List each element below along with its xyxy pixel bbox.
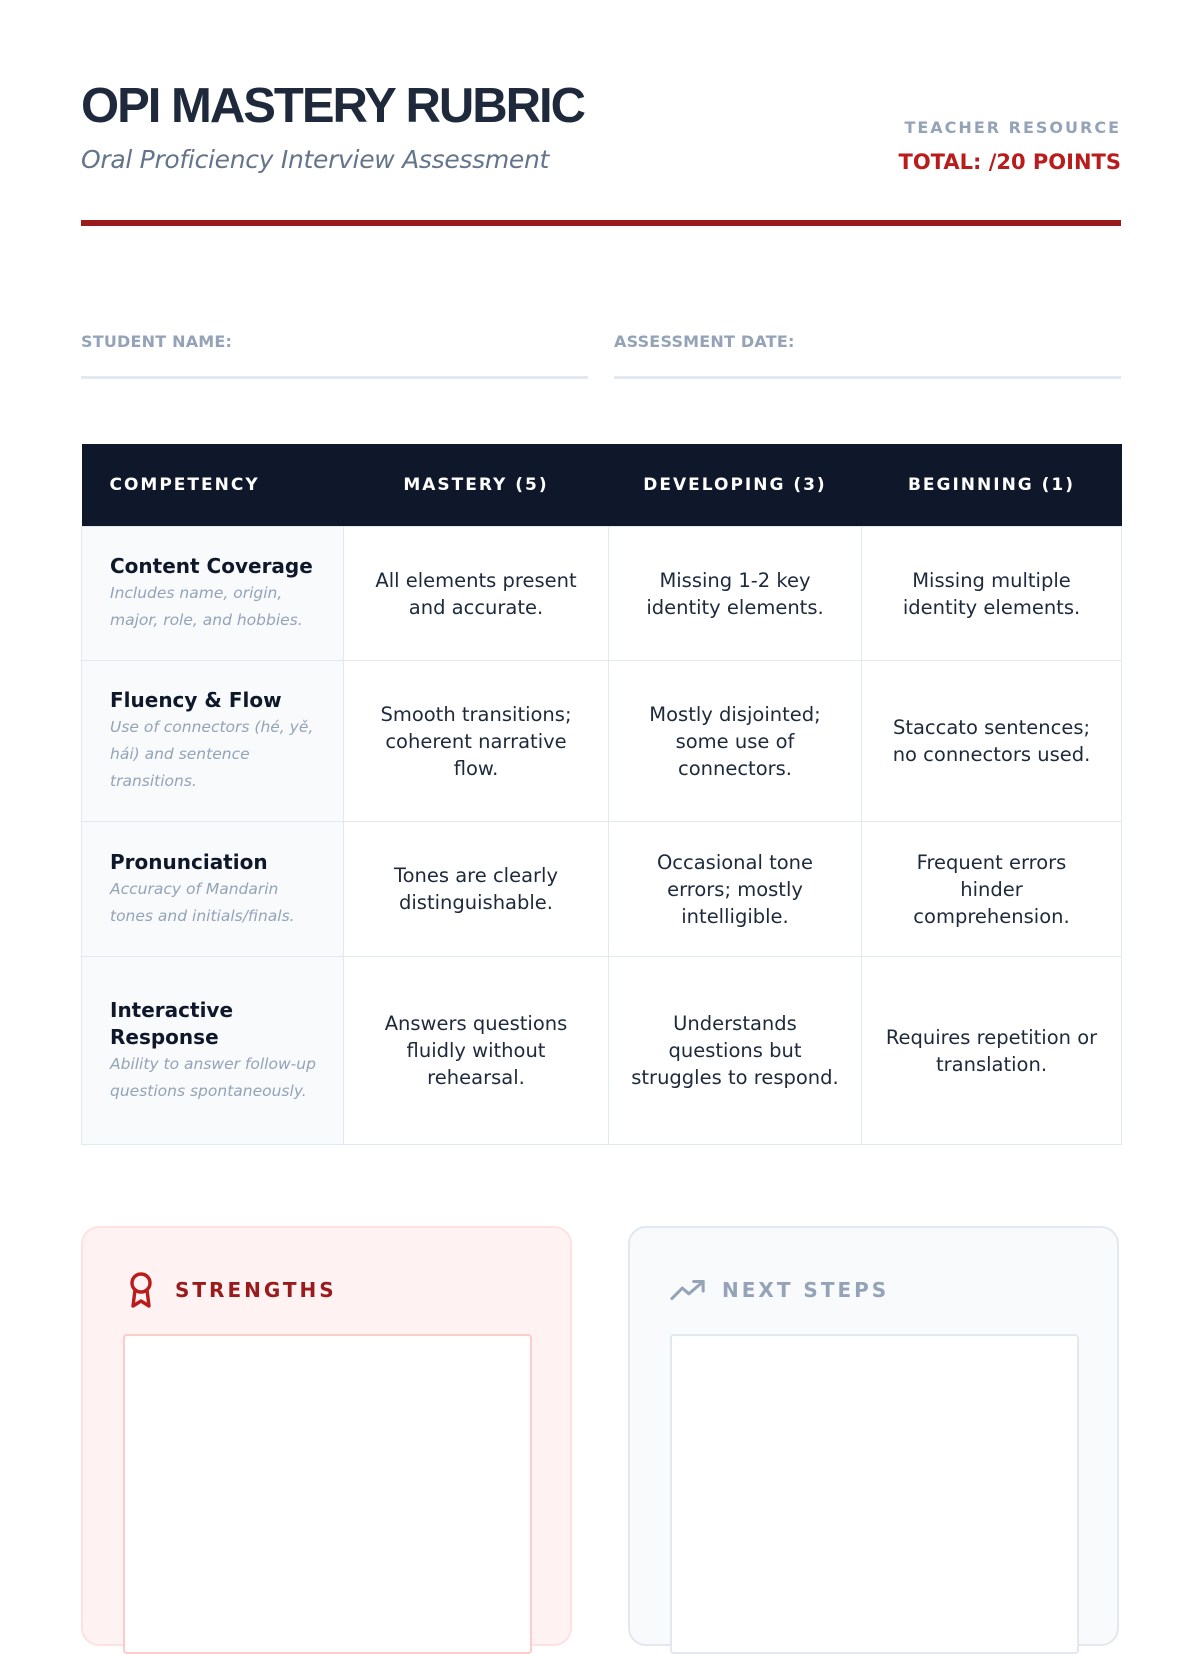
assessment-date-field[interactable] — [614, 332, 1121, 379]
developing-cell: Missing 1-2 key identity elements. — [609, 527, 862, 661]
strengths-card — [81, 1226, 572, 1646]
competency-cell — [82, 661, 344, 822]
strengths-title: STRENGTHS — [175, 1278, 337, 1302]
student-name-input[interactable] — [81, 352, 588, 374]
student-name-field[interactable] — [81, 332, 588, 379]
header-competency: COMPETENCY — [82, 444, 344, 527]
mastery-cell: Answers questions fluidly without rehearsal. — [344, 957, 609, 1145]
competency-cell — [82, 527, 344, 661]
competency-name: Fluency & Flow — [110, 688, 282, 712]
header-divider — [81, 220, 1121, 226]
table-row — [82, 957, 1122, 1145]
beginning-cell: Missing multiple identity elements. — [862, 527, 1122, 661]
competency-description: Includes name, origin, major, role, and hobbies. — [110, 584, 303, 629]
developing-cell: Occasional tone errors; mostly intelligible. — [609, 822, 862, 957]
rubric-table — [81, 444, 1122, 1145]
competency-cell — [82, 822, 344, 957]
assessment-date-input[interactable] — [614, 352, 1121, 374]
mastery-cell: Tones are clearly distinguishable. — [344, 822, 609, 957]
next-steps-notes-area[interactable] — [670, 1334, 1079, 1654]
next-steps-card — [628, 1226, 1119, 1646]
resource-label: TEACHER RESOURCE — [904, 118, 1121, 137]
developing-cell: Understands questions but struggles to respond. — [609, 957, 862, 1145]
table-row — [82, 822, 1122, 957]
student-name-label: STUDENT NAME: — [81, 332, 233, 351]
trending-up-icon — [670, 1272, 706, 1308]
total-points: TOTAL: /20 POINTS — [898, 150, 1121, 174]
next-steps-title: NEXT STEPS — [722, 1278, 890, 1302]
page-header — [81, 0, 1121, 228]
table-header-row — [82, 444, 1122, 527]
page-subtitle: Oral Proficiency Interview Assessment — [81, 145, 550, 174]
table-row — [82, 527, 1122, 661]
page-title: OPI MASTERY RUBRIC — [81, 79, 585, 133]
student-info-fields — [81, 332, 1121, 378]
mastery-cell: Smooth transitions; coherent narrative flow. — [344, 661, 609, 822]
assessment-date-label: ASSESSMENT DATE: — [614, 332, 795, 351]
competency-cell — [82, 957, 344, 1145]
header-developing: DEVELOPING (3) — [609, 444, 862, 527]
strengths-header — [123, 1270, 337, 1310]
strengths-notes-area[interactable] — [123, 1334, 532, 1654]
next-steps-header — [670, 1270, 889, 1310]
developing-cell: Mostly disjointed; some use of connectors. — [609, 661, 862, 822]
table-row — [82, 661, 1122, 822]
mastery-cell: All elements present and accurate. — [344, 527, 609, 661]
competency-description: Ability to answer follow-up questions spontaneously. — [110, 1054, 316, 1100]
award-ribbon-icon — [123, 1272, 159, 1308]
competency-name: Interactive Response — [110, 997, 234, 1049]
competency-name: Pronunciation — [110, 849, 268, 874]
header-beginning: BEGINNING (1) — [862, 444, 1122, 527]
beginning-cell: Frequent errors hinder comprehension. — [862, 822, 1122, 957]
header-mastery: MASTERY (5) — [344, 444, 609, 527]
beginning-cell: Staccato sentences; no connectors used. — [862, 661, 1122, 822]
competency-description: Accuracy of Mandarin tones and initials/finals. — [110, 879, 295, 925]
competency-description: Use of connectors (hé, yě, hái) and sentence transitions. — [110, 718, 314, 790]
beginning-cell: Requires repetition or translation. — [862, 957, 1122, 1145]
competency-name: Content Coverage — [110, 554, 313, 578]
rubric-page — [81, 0, 1121, 1302]
